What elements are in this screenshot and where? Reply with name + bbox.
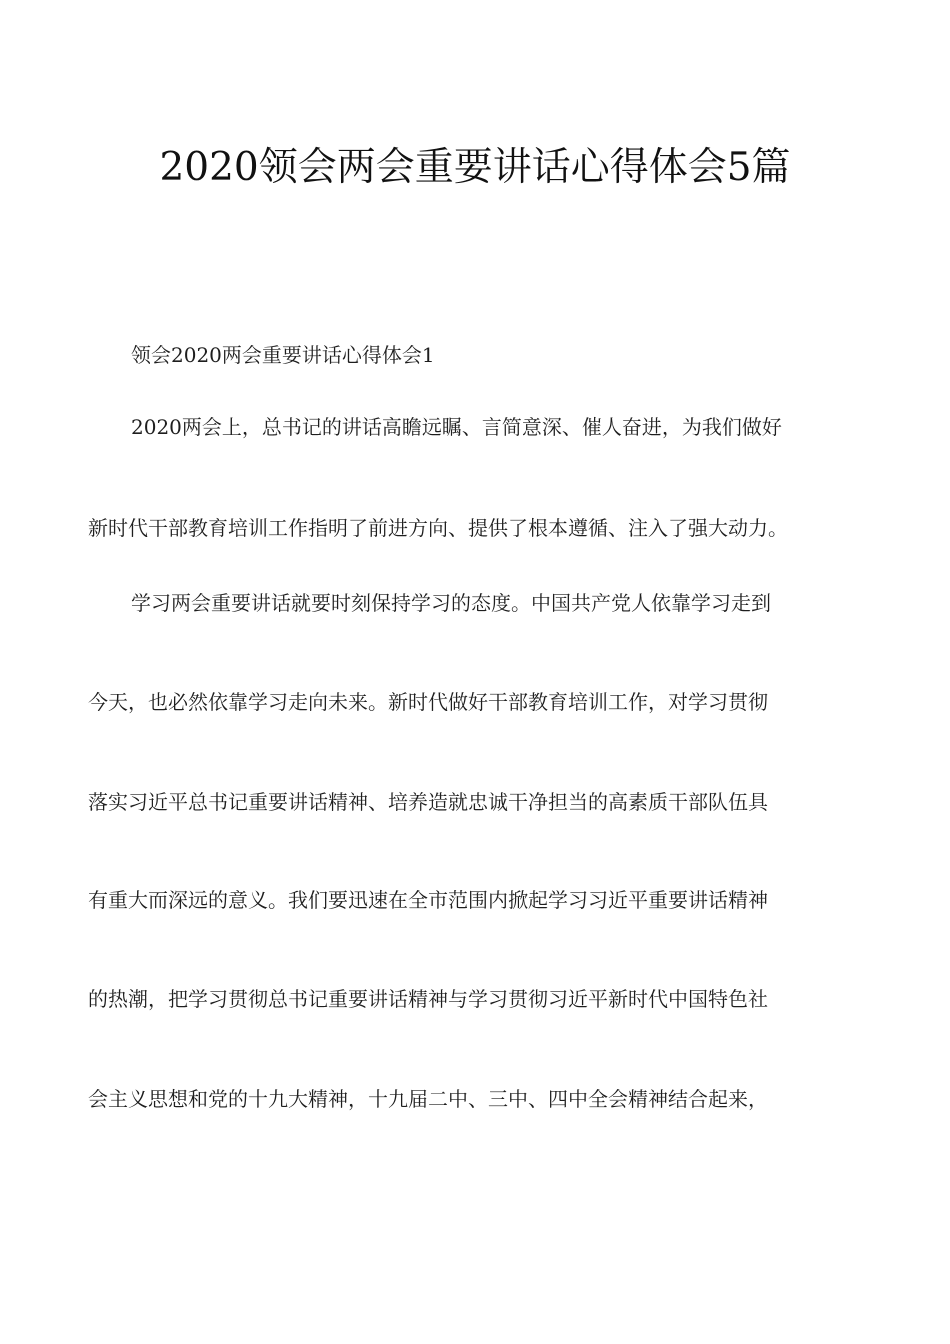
paragraph-line: 的热潮，把学习贯彻总书记重要讲话精神与学习贯彻习近平新时代中国特色社 [88, 987, 768, 1011]
paragraph-line: 有重大而深远的意义。我们要迅速在全市范围内掀起学习习近平重要讲话精神 [88, 888, 768, 912]
paragraph-line: 学习两会重要讲话就要时刻保持学习的态度。中国共产党人依靠学习走到 [131, 591, 771, 615]
section-heading: 领会2020两会重要讲话心得体会1 [131, 343, 435, 367]
document-title: 2020领会两会重要讲话心得体会5篇 [159, 145, 791, 190]
paragraph-line: 2020两会上，总书记的讲话高瞻远瞩、言简意深、催人奋进，为我们做好 [131, 415, 782, 439]
paragraph-line: 落实习近平总书记重要讲话精神、培养造就忠诚干净担当的高素质干部队伍具 [88, 790, 768, 814]
paragraph-line: 会主义思想和党的十九大精神，十九届二中、三中、四中全会精神结合起来， [88, 1087, 768, 1111]
paragraph-line: 新时代干部教育培训工作指明了前进方向、提供了根本遵循、注入了强大动力。 [88, 516, 788, 540]
paragraph-line: 今天，也必然依靠学习走向未来。新时代做好干部教育培训工作，对学习贯彻 [88, 690, 768, 714]
